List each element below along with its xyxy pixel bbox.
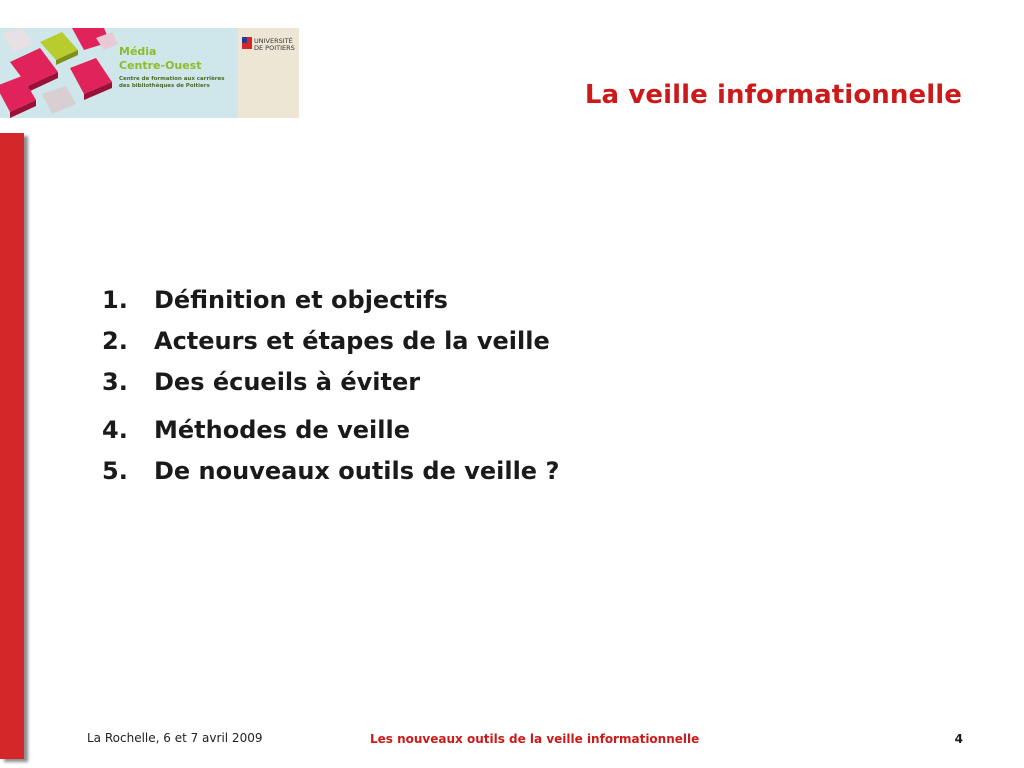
agenda-item-text: Acteurs et étapes de la veille bbox=[154, 327, 550, 355]
agenda-item-text: Des écueils à éviter bbox=[154, 368, 421, 396]
logo-tagline-line2: des bibliothèques de Poitiers bbox=[119, 83, 210, 89]
logo-name-line2: Centre-Ouest bbox=[119, 59, 202, 72]
agenda-item bbox=[102, 364, 559, 405]
agenda-item-text: De nouveaux outils de veille ? bbox=[154, 457, 560, 485]
agenda-item-number: 1. bbox=[102, 286, 128, 314]
agenda-item-number: 5. bbox=[102, 457, 128, 485]
agenda-item bbox=[102, 412, 559, 453]
university-name-line1: UNIVERSITÉ bbox=[254, 37, 293, 45]
university-name-line2: DE POITIERS bbox=[254, 44, 295, 52]
decorative-side-bar bbox=[0, 133, 24, 759]
agenda-item-number: 2. bbox=[102, 327, 128, 355]
agenda-item-number: 4. bbox=[102, 416, 128, 444]
footer-date-location: La Rochelle, 6 et 7 avril 2009 bbox=[87, 731, 263, 745]
agenda-item-text: Méthodes de veille bbox=[154, 416, 410, 444]
agenda-item bbox=[102, 282, 559, 323]
logo-tagline-line1: Centre de formation aux carrières bbox=[119, 76, 225, 82]
media-centre-ouest-logo bbox=[0, 28, 299, 118]
page-number: 4 bbox=[954, 732, 963, 746]
logo-name-line1: Média bbox=[119, 45, 157, 58]
agenda-item bbox=[102, 323, 559, 364]
slide-title: La veille informationnelle bbox=[584, 80, 962, 110]
agenda-list bbox=[102, 282, 559, 494]
agenda-item-number: 3. bbox=[102, 368, 128, 396]
agenda-item-text: Définition et objectifs bbox=[154, 286, 448, 314]
footer-presentation-title: Les nouveaux outils de la veille informationnelle bbox=[370, 732, 700, 746]
university-emblem bbox=[242, 37, 252, 49]
agenda-item bbox=[102, 453, 559, 494]
